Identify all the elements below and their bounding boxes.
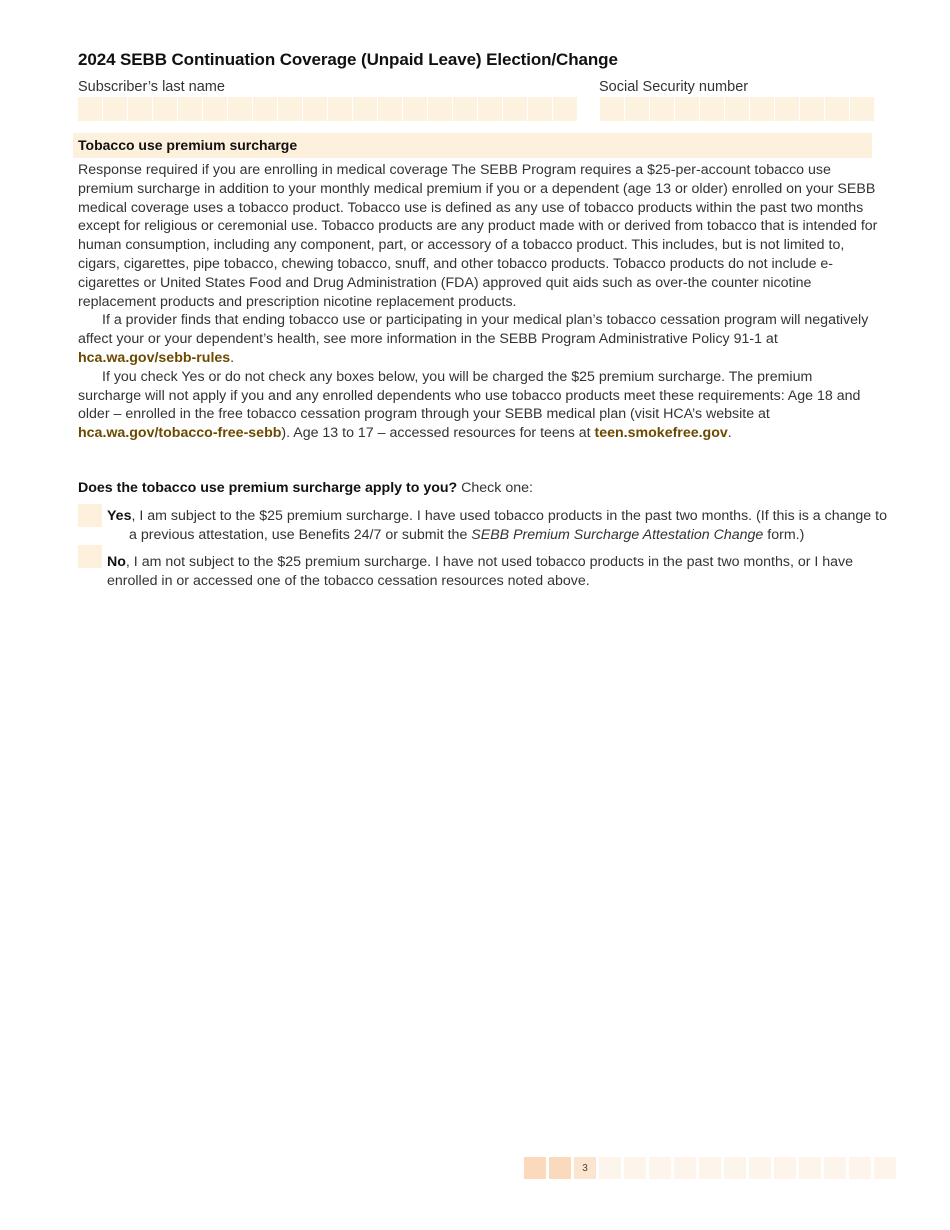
ssn-digit-box[interactable] [850,97,874,121]
sebb-rules-link[interactable]: hca.wa.gov/sebb-rules [78,349,231,366]
option-yes [78,504,887,546]
page-navigation [524,1157,896,1179]
last-name-char-box[interactable] [378,97,402,121]
page-indicator-current[interactable]: 3 [574,1157,596,1179]
surcharge-question [78,479,533,498]
last-name-char-box[interactable] [403,97,427,121]
ssn-digit-box[interactable] [675,97,699,121]
ssn-digit-box[interactable] [775,97,799,121]
last-name-char-box[interactable] [103,97,127,121]
no-checkbox[interactable] [78,545,102,568]
option-yes-text [107,507,895,545]
last-name-char-box[interactable] [328,97,352,121]
teen-smokefree-link[interactable]: teen.smokefree.gov [594,425,728,442]
page-indicator[interactable] [874,1157,896,1179]
last-name-char-box[interactable] [78,97,102,121]
tobacco-free-sebb-link[interactable]: hca.wa.gov/tobacco-free-sebb [78,425,282,442]
yes-text-1: , I am subject to the $25 premium surcharge. I have used tobacco products in the past two months. (If this is a change to a previous attestation, use Benefits 24/7 or submit the [129,508,887,543]
last-name-char-box[interactable] [253,97,277,121]
no-label: No [107,554,126,570]
page-indicator[interactable] [649,1157,671,1179]
page-indicator[interactable] [599,1157,621,1179]
form-title: 2024 SEBB Continuation Coverage (Unpaid Leave) Election/Change [78,50,618,69]
last-name-char-box[interactable] [428,97,452,121]
ssn-digit-box[interactable] [725,97,749,121]
paragraph-provider-end: . [230,349,235,366]
page-indicator[interactable] [674,1157,696,1179]
section-body [78,161,878,443]
last-name-char-box[interactable] [203,97,227,121]
ssn-digit-box[interactable] [650,97,674,121]
last-name-char-box[interactable] [153,97,177,121]
yes-checkbox[interactable] [78,504,102,527]
option-no-text [107,553,873,591]
ssn-digit-box[interactable] [700,97,724,121]
question-rest: Check one: [457,480,533,496]
question-bold: Does the tobacco use premium surcharge apply to you? [78,480,458,496]
yes-label: Yes [107,508,132,524]
page-indicator[interactable] [824,1157,846,1179]
page-indicator[interactable] [624,1157,646,1179]
no-text-1: , I am not subject to the $25 premium surcharge. I have not used tobacco products in the past two months, or I have enrolled in or accessed one of the tobacco cessation resources noted above. [107,554,854,589]
last-name-char-box[interactable] [303,97,327,121]
last-name-char-box[interactable] [478,97,502,121]
paragraph-surcharge-text: If you check Yes or do not check any boxes below, you will be charged the $25 premium surcharge. The premium surcharge will not apply if you and any enrolled dependents who use tobacco products meet these requirements: Age 18 and older – enrolled in the free tobacco cessation program through your SEBB medical plan (visit HCA’s website at [78,368,861,423]
page-indicator[interactable] [799,1157,821,1179]
paragraph-surcharge [78,368,878,443]
paragraph-surcharge-mid: ). Age 13 to 17 – accessed resources for teens at [281,425,595,442]
last-name-char-box[interactable] [528,97,552,121]
section-header [73,133,872,158]
paragraph-intro: Response required if you are enrolling in medical coverage The SEBB Program requires a $25-per-account tobacco use premium surcharge in addition to your monthly medical premium if you or a dependent (age 13 or older) enrolled on your SEBB medical coverage uses a tobacco product. Tobacco use is defined as any use of tobacco products within the past two months except for religious or ceremonial use. Tobacco products are any product made with or derived from tobacco that is intended for human consumption, including any component, part, or accessory of a tobacco product. This includes, but is not limited to, cigars, cigarettes, pipe tobacco, chewing tobacco, snuff, and other tobacco products. Tobacco products do not include e-cigarettes or United States Food and Drug Administration (FDA) approved quit aids such as over-the counter nicotine replacement products and prescription nicotine replacement products. [78,162,878,310]
paragraph-provider-text: If a provider finds that ending tobacco use or participating in your medical plan’s tobacco cessation program will negatively affect your or your dependent’s health, see more information in the SEBB Program Administrative Policy 91-1 at [78,312,869,348]
last-name-char-box[interactable] [503,97,527,121]
last-name-char-box[interactable] [128,97,152,121]
option-no [78,545,873,587]
last-name-label: Subscriber’s last name [78,79,225,95]
page-indicator[interactable] [849,1157,871,1179]
page-indicator[interactable] [699,1157,721,1179]
last-name-char-box[interactable] [228,97,252,121]
page-indicator[interactable] [774,1157,796,1179]
last-name-char-box[interactable] [353,97,377,121]
page-indicator[interactable] [524,1157,546,1179]
ssn-digit-box[interactable] [825,97,849,121]
yes-text-2: form.) [763,526,805,543]
paragraph-provider [78,311,878,367]
attestation-form-name: SEBB Premium Surcharge Attestation Change [471,526,764,543]
ssn-digit-box[interactable] [600,97,624,121]
section-title: Tobacco use premium surcharge [78,137,298,153]
ssn-digit-box[interactable] [750,97,774,121]
page-indicator[interactable] [749,1157,771,1179]
last-name-char-box[interactable] [178,97,202,121]
ssn-digit-box[interactable] [625,97,649,121]
ssn-label: Social Security number [599,79,749,95]
page-indicator[interactable] [724,1157,746,1179]
last-name-char-box[interactable] [278,97,302,121]
last-name-char-box[interactable] [553,97,577,121]
last-name-input[interactable] [78,97,577,121]
ssn-input[interactable] [600,97,874,121]
ssn-digit-box[interactable] [800,97,824,121]
last-name-char-box[interactable] [453,97,477,121]
page-indicator[interactable] [549,1157,571,1179]
paragraph-surcharge-end: . [727,425,732,442]
